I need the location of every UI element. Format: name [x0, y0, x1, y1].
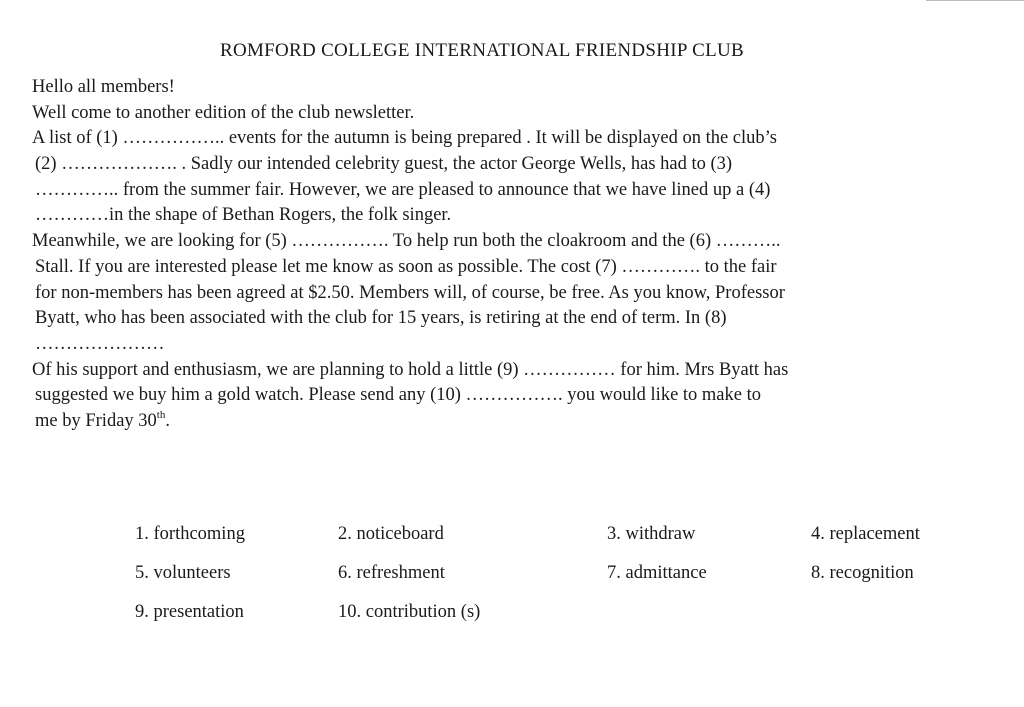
body-line: suggested we buy him a gold watch. Please send any (10) ……………. you would like to make to — [35, 385, 761, 406]
answer-item: 8. recognition — [811, 563, 914, 583]
answer-item: 5. volunteers — [135, 563, 231, 583]
newsletter-title: ROMFORD COLLEGE INTERNATIONAL FRIENDSHIP CLUB — [219, 40, 745, 61]
answer-key — [0, 522, 1024, 642]
body-line: ………….. from the summer fair. However, we are pleased to announce that we have lined up a (4) — [35, 179, 771, 200]
body-line-greeting: Hello all members! — [32, 77, 175, 97]
body-line: Byatt, who has been associated with the club for 15 years, is retiring at the end of term. In (8) — [35, 308, 727, 329]
answer-item: 1. forthcoming — [135, 524, 245, 544]
closing-period: . — [165, 410, 170, 431]
body-line: A list of (1) …………….. events for the autumn is being prepared . It will be displayed on the club’s — [32, 128, 777, 149]
body-line: …………in the shape of Bethan Rogers, the folk singer. — [35, 205, 452, 226]
body-line: for non-members has been agreed at $2.50. Members will, of course, be free. As you know, Professor — [35, 282, 785, 303]
answer-item: 10. contribution (s) — [338, 602, 481, 622]
body-line: Stall. If you are interested please let me know as soon as possible. The cost (7) …………. to the fair — [35, 256, 777, 277]
body-line: Of his support and enthusiasm, we are planning to hold a little (9) …………… for him. Mrs Byatt has — [32, 359, 789, 380]
body-line-blank-8: ………………… — [35, 333, 165, 354]
body-line: (2) ………………. . Sadly our intended celebrity guest, the actor George Wells, has had to (3) — [35, 154, 733, 175]
body-line-closing — [32, 409, 972, 435]
answer-item: 4. replacement — [811, 524, 920, 544]
closing-text: me by Friday 30 — [35, 410, 157, 431]
body-line-welcome: Well come to another edition of the club newsletter. — [32, 102, 415, 123]
body-line: Meanwhile, we are looking for (5) ……………. To help run both the cloakroom and the (6) ……….. — [32, 231, 781, 252]
top-edge-rule — [926, 0, 1024, 1]
answer-item: 6. refreshment — [338, 563, 445, 583]
ordinal-suffix: th — [156, 408, 166, 421]
answer-item: 9. presentation — [135, 602, 244, 622]
answer-item: 3. withdraw — [607, 524, 696, 544]
answer-item: 2. noticeboard — [338, 524, 444, 544]
answer-item: 7. admittance — [607, 563, 707, 583]
newsletter-body — [32, 75, 972, 435]
